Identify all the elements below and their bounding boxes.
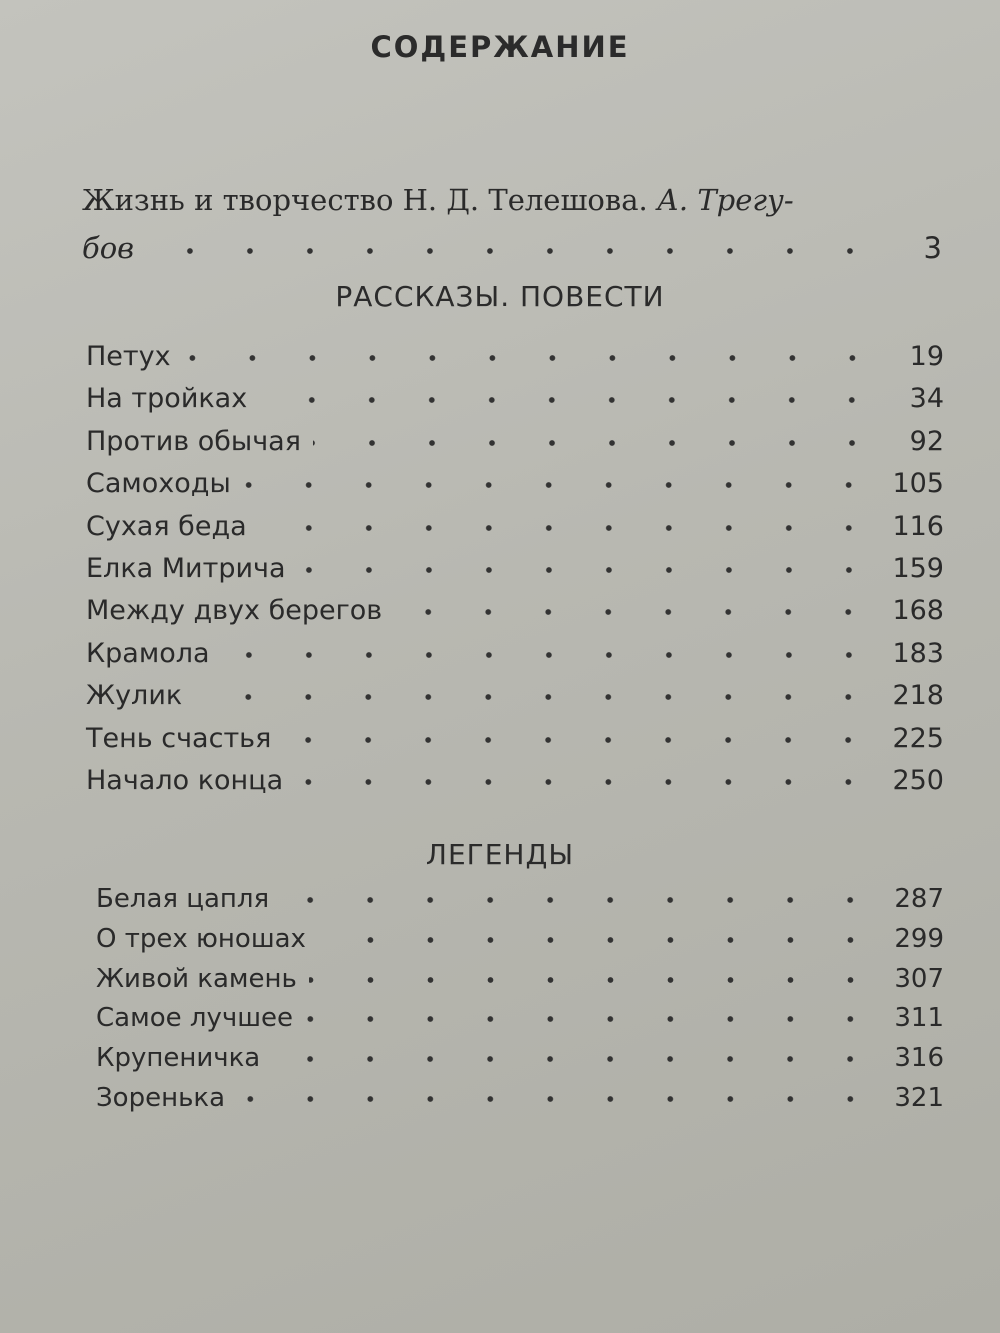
toc-entry — [96, 1003, 944, 1043]
page-number: 183 — [892, 637, 944, 669]
page-number: 316 — [894, 1043, 944, 1074]
intro-entry — [82, 176, 942, 272]
dot-leader — [259, 395, 884, 407]
page-number: 159 — [892, 552, 944, 584]
toc-entry — [96, 884, 944, 924]
entry-title: Крупеничка — [96, 1043, 261, 1074]
toc-entry — [86, 383, 944, 425]
toc-entry — [86, 426, 944, 468]
page-number: 116 — [892, 510, 944, 542]
toc-entry — [86, 680, 944, 722]
dot-leader — [146, 246, 882, 258]
page-number: 3 — [923, 231, 942, 265]
entry-title: Петух — [86, 341, 171, 372]
dot-leader — [281, 895, 882, 907]
entry-title: Самое лучшее — [96, 1003, 294, 1034]
entry-title: Против обычая — [86, 425, 301, 457]
entry-title: На тройках — [86, 383, 248, 415]
entry-title: Живой камень — [96, 963, 297, 994]
entry-title: Елка Митрича — [86, 552, 286, 584]
entry-title: Зоренька — [96, 1082, 226, 1113]
toc-entry — [96, 964, 944, 1004]
entry-title: Начало конца — [86, 764, 284, 796]
entry-title: Белая цапля — [96, 884, 270, 914]
toc-entry — [96, 924, 944, 964]
dot-leader — [298, 565, 881, 577]
dot-leader — [283, 735, 880, 747]
page-number: 287 — [894, 884, 944, 914]
page-number: 321 — [894, 1082, 944, 1113]
entry-title: Между двух берегов — [86, 595, 383, 627]
dot-leader — [394, 607, 880, 619]
dot-leader — [272, 1054, 882, 1066]
toc-entry — [96, 1043, 944, 1083]
entry-title: Самоходы — [86, 468, 231, 500]
dot-leader — [237, 1094, 882, 1106]
page-number: 19 — [909, 341, 944, 372]
entry-title: Жулик — [86, 680, 183, 712]
page-number: 307 — [894, 963, 944, 994]
dot-leader — [194, 692, 880, 704]
toc-list-legends — [96, 884, 944, 1123]
entry-title: Крамола — [86, 637, 210, 669]
entry-title: О трех юношах — [96, 923, 306, 954]
entry-title: Сухая беда — [86, 510, 247, 542]
page-number: 225 — [892, 722, 944, 754]
dot-leader — [243, 480, 881, 492]
dot-leader — [295, 777, 880, 789]
intro-line-1 — [82, 176, 942, 224]
toc-entry — [86, 638, 944, 680]
section-title-stories: РАССКАЗЫ. ПОВЕСТИ — [335, 280, 665, 313]
entry-title: Тень счастья — [86, 722, 272, 754]
dot-leader — [309, 975, 882, 987]
intro-line-2 — [82, 224, 942, 272]
dot-leader — [313, 438, 884, 450]
page-number: 250 — [892, 764, 944, 796]
section-title-legends: ЛЕГЕНДЫ — [425, 838, 575, 871]
page-number: 105 — [892, 468, 944, 500]
dot-leader — [305, 1014, 882, 1026]
intro-author-cont: бов — [82, 231, 135, 265]
toc-entry — [86, 595, 944, 637]
toc-entry — [86, 723, 944, 765]
toc-entry — [96, 1083, 944, 1123]
page-number: 299 — [894, 923, 944, 954]
dot-leader — [222, 650, 881, 662]
toc-entry — [86, 765, 944, 807]
page-number: 218 — [892, 680, 944, 712]
toc-list-stories — [86, 341, 944, 807]
toc-entry — [86, 341, 944, 383]
page-title: СОДЕРЖАНИЕ — [370, 30, 630, 64]
toc-entry — [86, 553, 944, 595]
page-number: 92 — [909, 425, 944, 457]
page-number: 34 — [909, 383, 944, 415]
dot-leader — [183, 353, 884, 365]
intro-text: Жизнь и творчество Н. Д. Телешова. — [82, 183, 648, 217]
intro-author: А. Трегу- — [656, 183, 794, 217]
dot-leader — [318, 935, 882, 947]
page-number: 168 — [892, 595, 944, 627]
toc-entry — [86, 468, 944, 510]
dot-leader — [259, 523, 881, 535]
page-number: 311 — [894, 1003, 944, 1034]
toc-entry — [86, 511, 944, 553]
